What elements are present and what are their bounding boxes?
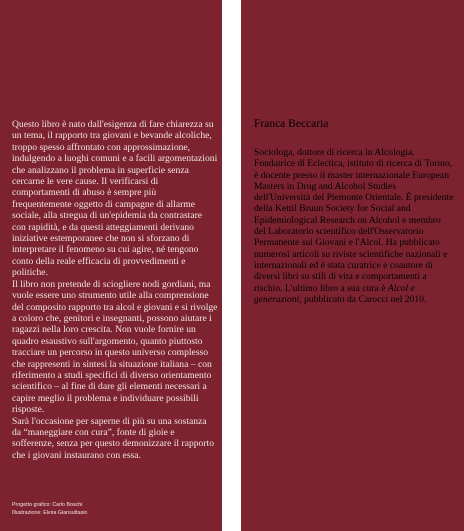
illustration-credit: Illustrazione: Elvira Giansuttasio	[12, 510, 88, 516]
book-synopsis	[12, 119, 218, 461]
back-flap-left	[0, 0, 222, 531]
synopsis-paragraph-3: Sarà l'occasione per saperne di più su una sostanza da “maneggiare con cura”, fonte di gioie e sofferenze, senza per questo demonizzare il rapporto che i giovani instaurano con essa.	[12, 415, 214, 461]
author-name: Franca Beccaria	[254, 118, 329, 130]
author-bio-tail: , pubblicato da Carocci nel 2010.	[299, 293, 427, 305]
synopsis-paragraph-2: Il libro non pretende di sciogliere nodi gordiani, ma vuole essere uno strumento utile alla comprensione del composito rapporto tra alcol e giovani e si rivolge a coloro che, genitori e insegnanti, possono aiutare i ragazzi nella loro crescita. Non vuole fornire un quadro esaustivo sull'argomento, quanto piuttosto tracciare un percorso in questo universo complesso che rappresenti in sintesi la situazione italiana – con riferimento a studi specifici di diverso orientamento scientifico – al fine di dare gli elementi necessari a capire meglio il problema e individuare possibili risposte.	[12, 278, 218, 416]
graphic-design-credit: Progetto grafico: Carlo Boschi	[12, 502, 83, 508]
design-credits	[12, 501, 212, 517]
author-biography	[254, 147, 454, 305]
flap-gutter	[222, 0, 241, 531]
author-book-title: Alcol e generazioni	[254, 282, 415, 305]
author-bio-text: Sociologa, dottore di ricerca in Alcologia. Fondatrice di Eclectica, istituto di ricerca di Torino, è docente presso il master internazionale European Masters in Drug and Alcohol Studies dell'Università del Piemonte Orientale. È presidente della Kettil Bruun Society for Social and Epidemiological Research on Alcohol e membro del Laboratorio scientifico dell'Osservatorio Permanente sui Giovani e l'Alcol. Ha pubblicato numerosi articoli su riviste scientifiche nazionali e internazionali ed è stata curatrice e coautore di diversi libri su stili di vita e comportamenti a rischio. L'ultimo libro a sua cura è	[254, 147, 454, 294]
synopsis-paragraph-1: Questo libro è nato dall'esigenza di fare chiarezza su un tema, il rapporto tra giovani e bevande alcoliche, troppo spesso affrontato con approssimazione, indulgendo a luoghi comuni e a facili argomentazioni che analizzano il problema in superficie senza cercarne le vere cause. Il verificarsi di comportamenti di abuso è sempre più frequentemente oggetto di campagne di allarme sociale, alla stregua di un'epidemia da contrastare con rapidità, e da questi atteggiamenti derivano iniziative estemporanee che non si sforzano di interpretare il fenomeno su cui agire, né tengono conto della reale efficacia di provvedimenti e politiche.	[12, 119, 218, 279]
